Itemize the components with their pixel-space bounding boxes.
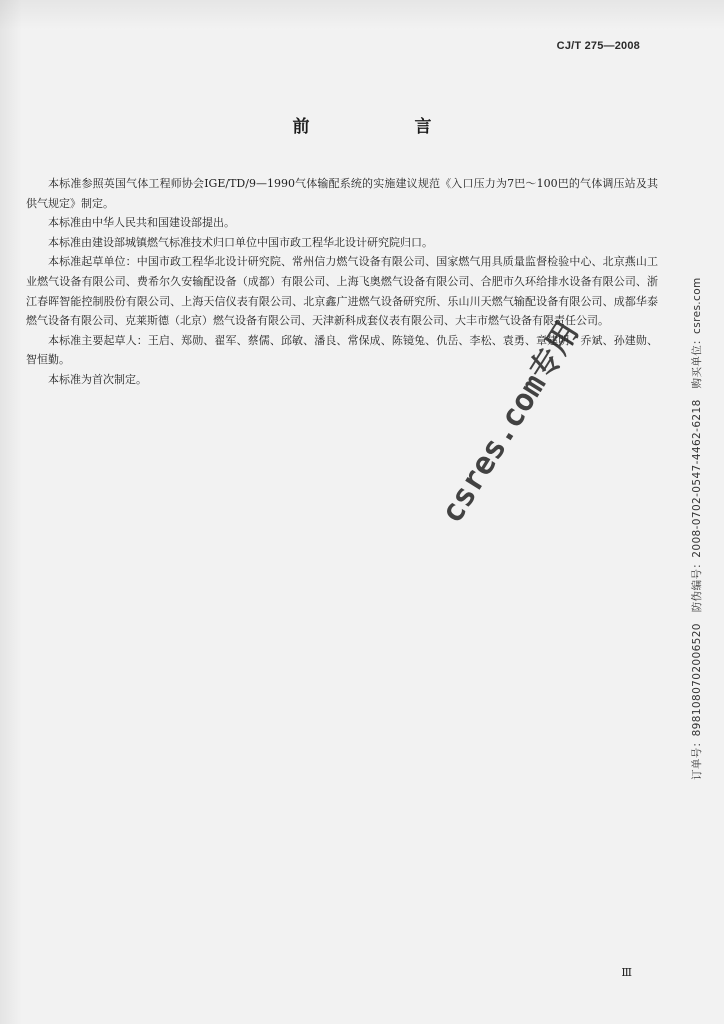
paragraph-reference: 本标准参照英国气体工程师协会IGE/TD/9—1990气体输配系统的实施建议规范《入口压力为7巴～100巴的气体调压站及其供气规定》制定。 [26, 177, 658, 210]
watermark-stamp: csres.com专用 [433, 315, 587, 530]
standard-code: CJ/T 275—2008 [556, 40, 640, 52]
paragraph-drafting-units: 本标准起草单位：中国市政工程华北设计研究院、常州信力燃气设备有限公司、国家燃气用具质量监督检验中心、北京燕山工业燃气设备有限公司、费希尔久安输配设备（成都）有限公司、上海飞奥燃气设备有限公司、合肥市久环给排水设备有限公司、浙江春晖智能控制股份有限公司、上海天信仪表有限公司、北京鑫广进燃气设备研究所、乐山川天燃气输配设备有限公司、成都华泰燃气设备有限公司、克莱斯德（北京）燃气设备有限公司、天津新科成套仪表有限公司、大丰市燃气设备有限责任公司。 [26, 255, 658, 328]
paragraph-first-edition: 本标准为首次制定。 [48, 372, 147, 386]
paragraph-proposer: 本标准由中华人民共和国建设部提出。 [48, 216, 235, 230]
paragraph-responsible-unit: 本标准由建设部城镇燃气标准技术归口单位中国市政工程华北设计研究院归口。 [48, 235, 433, 249]
page-title: 前 言 [292, 117, 476, 137]
page-number: Ⅲ [621, 967, 632, 979]
paragraph-drafters: 本标准主要起草人：王启、郑勋、翟军、蔡儒、邱敏、潘良、常保成、陈镜兔、仇岳、李松、袁勇、章建明、乔斌、孙建勋、智恒勤。 [26, 333, 658, 367]
order-info-text: 订单号：8981080702006520 防伪编号：2008-0702-0547-4462-6218 购买单位：csres.com [691, 277, 703, 780]
